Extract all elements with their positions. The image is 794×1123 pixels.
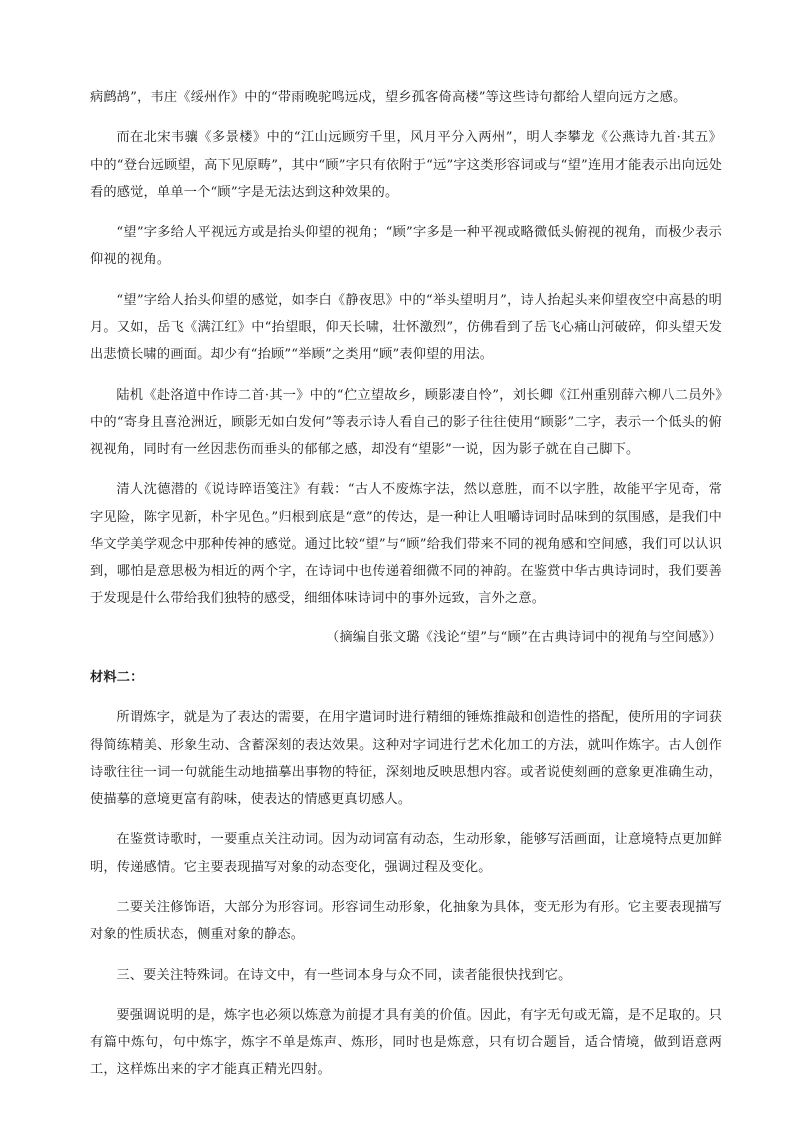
document-page [90, 84, 722, 1097]
paragraph: 陆机《赴洛道中作诗二首·其一》中的“伫立望故乡，顾影凄自怜”，刘长卿《江州重别薛六柳八二员外》中的“寄身且喜沧洲近，顾影无如白发何”等表示诗人看自己的影子往往使用“顾影”二字，表示一个低头的俯视视角，同时有一丝因悲伤而垂头的郁郁之感，却没有“望影”一说，因为影子就在自己脚下。 [90, 387, 722, 457]
source-citation: （摘编自张文璐《浅论“望”与“顾”在古典诗词中的视角与空间感》） [325, 629, 722, 645]
paragraph: 而在北宋韦骧《多景楼》中的“江山远顾穷千里，风月平分入两州”，明人李攀龙《公燕诗九首·其五》中的“登台远顾望，高下见原畴”，其中“顾”字只有依附于“远”字这类形容词或与“望”连用才能表示出向远处看的感觉，单单一个“顾”字是无法达到这种效果的。 [90, 130, 722, 200]
paragraph: 在鉴赏诗歌时，一要重点关注动词。因为动词富有动态，生动形象，能够写活画面，让意境特点更加鲜明，传递感情。它主要表现描写对象的动态变化，强调过程及变化。 [90, 832, 722, 875]
paragraph: 要强调说明的是，炼字也必须以炼意为前提才具有美的价值。因此，有字无句或无篇，是不足取的。只有篇中炼句，句中炼字，炼字不单是炼声、炼形，同时也是炼意，只有切合题旨，适合情境，做到语意两工，这样炼出来的字才能真正精光四射。 [90, 1007, 722, 1078]
section-heading: 材料二： [90, 669, 144, 685]
paragraph-continued: 病鹧鸪”，韦庄《绥州作》中的“带雨晚驼鸣远戍，望乡孤客倚高楼”等这些诗句都给人望向远方之感。 [90, 90, 687, 105]
paragraph: 所谓炼字，就是为了表达的需要，在用字遣词时进行精细的锤炼推敲和创造性的搭配，使所用的字词获得简练精美、形象生动、含蓄深刻的表达效果。这种对字词进行艺术化加工的方法，就叫作炼字。古人创作诗歌往往一词一句就能生动地描摹出事物的特征，深刻地反映思想内容。或者说使刻画的意象更准确生动，使描摹的意境更富有韵味，使表达的情感更真切感人。 [90, 710, 722, 807]
paragraph: “望”字多给人平视远方或是抬头仰望的视角；“顾”字多是一种平视或略微低头俯视的视角，而极少表示仰视的视角。 [90, 225, 722, 268]
paragraph: 三、要关注特殊词。在诗文中，有一些词本身与众不同，读者能很快找到它。 [116, 967, 572, 983]
paragraph: 二要关注修饰语，大部分为形容词。形容词生动形象，化抽象为具体，变无形为有形。它主要表现描写对象的性质状态，侧重对象的静态。 [90, 899, 722, 943]
paragraph: 清人沈德潜的《说诗晬语笺注》有载：“古人不废炼字法，然以意胜，而不以字胜，故能平字见奇，常字见险，陈字见新，朴字见色。”归根到底是“意”的传达，是一种让人咀嚼诗词时品味到的氛围感，是我们中华文学美学观念中那种传神的感觉。通过比较“望”与“顾”给我们带来不同的视角感和空间感，我们可以认识到，哪怕是意思极为相近的两个字，在诗词中也传递着细微不同的神韵。在鉴赏中华古典诗词时，我们要善于发现是什么带给我们独特的感受，细细体味诗词中的事外远致，言外之意。 [90, 482, 722, 607]
paragraph: “望”字给人抬头仰望的感觉，如李白《静夜思》中的“举头望明月”，诗人抬起头来仰望夜空中高悬的明月。又如，岳飞《满江红》中“抬望眼，仰天长啸，壮怀激烈”，仿佛看到了岳飞心痛山河破碎，仰头望天发出悲愤长啸的画面。却少有“抬顾”“举顾”之类用“顾”表仰望的用法。 [90, 292, 722, 363]
